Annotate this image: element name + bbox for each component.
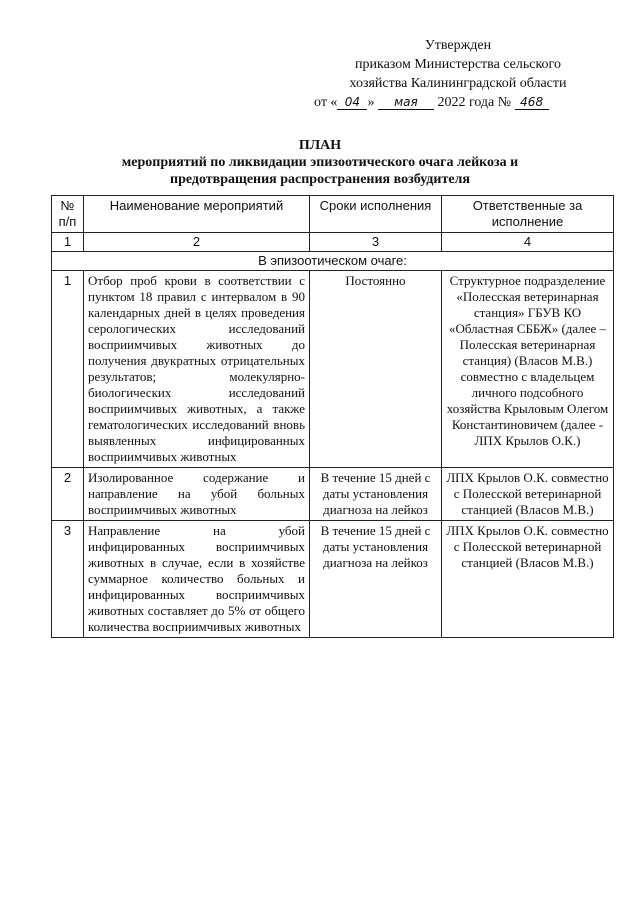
section-row (52, 252, 614, 271)
row-action: Изолированное содержание и направление на убой больных восприимчивых животных (84, 468, 310, 521)
title-subtitle-2: предотвращения распространения возбудителя (170, 172, 470, 187)
row-responsible: ЛПХ Крылов О.К. совместно с Полесской ветеринарной станцией (Власов М.В.) (442, 468, 614, 521)
header-deadline: Сроки исполнения (310, 196, 442, 233)
row-action: Направление на убой инфицированных восприимчивых животных в случае, если в хозяйстве суммарное количество больных и инфицированных восприимчивых животных составляет до 5% от общего количества восприимчивых животных (84, 521, 310, 638)
header-responsible: Ответственные за исполнение (442, 196, 614, 233)
row-deadline: Постоянно (310, 271, 442, 468)
date-mid: » (367, 95, 375, 110)
column-number: 1 (52, 233, 84, 252)
handwritten-month: мая (378, 95, 434, 110)
table-header-row (52, 196, 614, 233)
approval-line-2: приказом Министерства сельского (355, 57, 561, 72)
title-heading: ПЛАН (298, 138, 342, 153)
table-row (52, 468, 614, 521)
row-number: 2 (52, 468, 84, 521)
header-num: № п/п (52, 196, 84, 233)
approval-line-1: Утвержден (424, 38, 492, 53)
column-number: 3 (310, 233, 442, 252)
row-deadline: В течение 15 дней с даты установления диагноза на лейкоз (310, 521, 442, 638)
row-deadline: В течение 15 дней с даты установления диагноза на лейкоз (310, 468, 442, 521)
year-text: 2022 года № (437, 95, 512, 110)
column-number: 2 (84, 233, 310, 252)
table-row (52, 271, 614, 468)
row-responsible: Структурное подразделение «Полесская ветеринарная станция» ГБУВ КО «Областная СББЖ» (далее – Полесская ветеринарная станция) (Власов М.В.) совместно с владельцем личного подсобного хозяйства Крыловым Олегом Константиновичем (далее - ЛПХ Крылов О.К.) (442, 271, 614, 468)
handwritten-order-number: 468 (515, 95, 549, 110)
date-prefix: от « (314, 95, 338, 110)
section-title: В эпизоотическом очаге: (52, 252, 614, 271)
row-number: 3 (52, 521, 84, 638)
header-action: Наименование мероприятий (84, 196, 310, 233)
approval-line-3: хозяйства Калининградской области (349, 76, 567, 91)
column-number-row (52, 233, 614, 252)
approval-stamp (314, 36, 588, 112)
column-number: 4 (442, 233, 614, 252)
table-row (52, 521, 614, 638)
row-number: 1 (52, 271, 84, 468)
row-action: Отбор проб крови в соответствии с пунктом 18 правил с интервалом в 90 календарных дней в целях проведения серологических исследований восприимчивых животных до получения двукратных отрицательных результатов; молекулярно-биологических исследований восприимчивых животных, а также гематологических исследований вновь выявленных инфицированных восприимчивых животных (84, 271, 310, 468)
plan-table (51, 195, 614, 638)
approval-date-line (314, 93, 588, 112)
title-subtitle-1: мероприятий по ликвидации эпизоотического очага лейкоза и (121, 155, 519, 170)
handwritten-day: 04 (337, 95, 367, 110)
row-responsible: ЛПХ Крылов О.К. совместно с Полесской ветеринарной станцией (Власов М.В.) (442, 521, 614, 638)
document-title (0, 137, 640, 188)
